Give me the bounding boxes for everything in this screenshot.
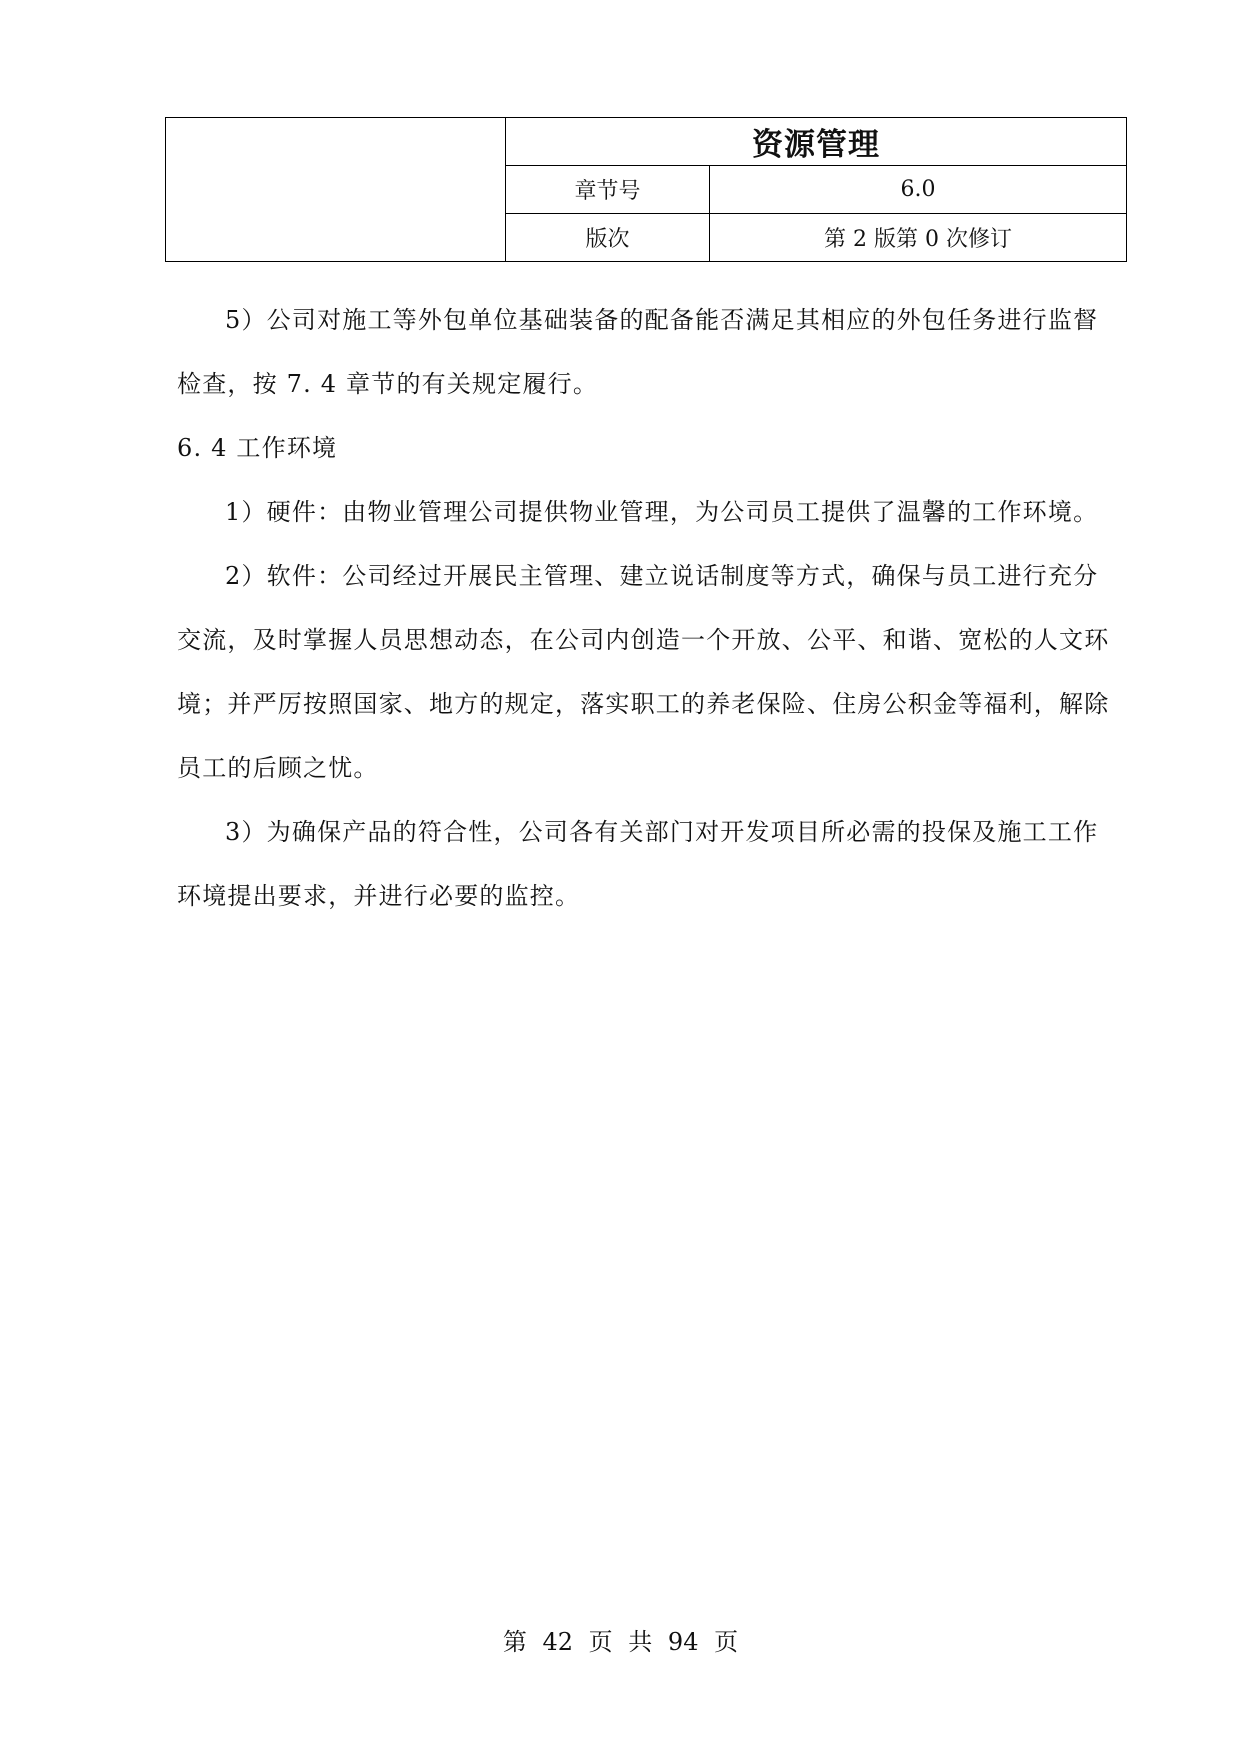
- document-header-table: [165, 117, 1127, 262]
- page-number-footer: 第 42 页 共 94 页: [502, 1628, 739, 1656]
- logo-blank-cell: [166, 118, 506, 262]
- paragraph-item-5: 5）公司对施工等外包单位基础装备的配备能否满足其相应的外包任务进行监督检查，按 7. 4 章节的有关规定履行。: [177, 306, 1099, 398]
- version-label: 版次: [506, 214, 710, 262]
- paragraph-hardware: 1）硬件：由物业管理公司提供物业管理，为公司员工提供了温馨的工作环境。: [225, 498, 1099, 526]
- document-body: [177, 288, 1117, 928]
- document-title: 资源管理: [506, 118, 1127, 166]
- paragraph-software: 2）软件：公司经过开展民主管理、建立说话制度等方式，确保与员工进行充分交流，及时掌握人员思想动态，在公司内创造一个开放、公平、和谐、宽松的人文环境；并严厉按照国家、地方的规定，落实职工的养老保险、住房公积金等福利，解除员工的后顾之忧。: [177, 562, 1110, 782]
- chapter-number-label: 章节号: [506, 166, 710, 214]
- chapter-number-value: 6.0: [710, 166, 1127, 214]
- version-value: 第 2 版第 0 次修订: [710, 214, 1127, 262]
- paragraph-conformity: 3）为确保产品的符合性，公司各有关部门对开发项目所必需的投保及施工工作环境提出要求，并进行必要的监控。: [177, 818, 1099, 910]
- section-heading-6-4: 6. 4 工作环境: [177, 434, 338, 462]
